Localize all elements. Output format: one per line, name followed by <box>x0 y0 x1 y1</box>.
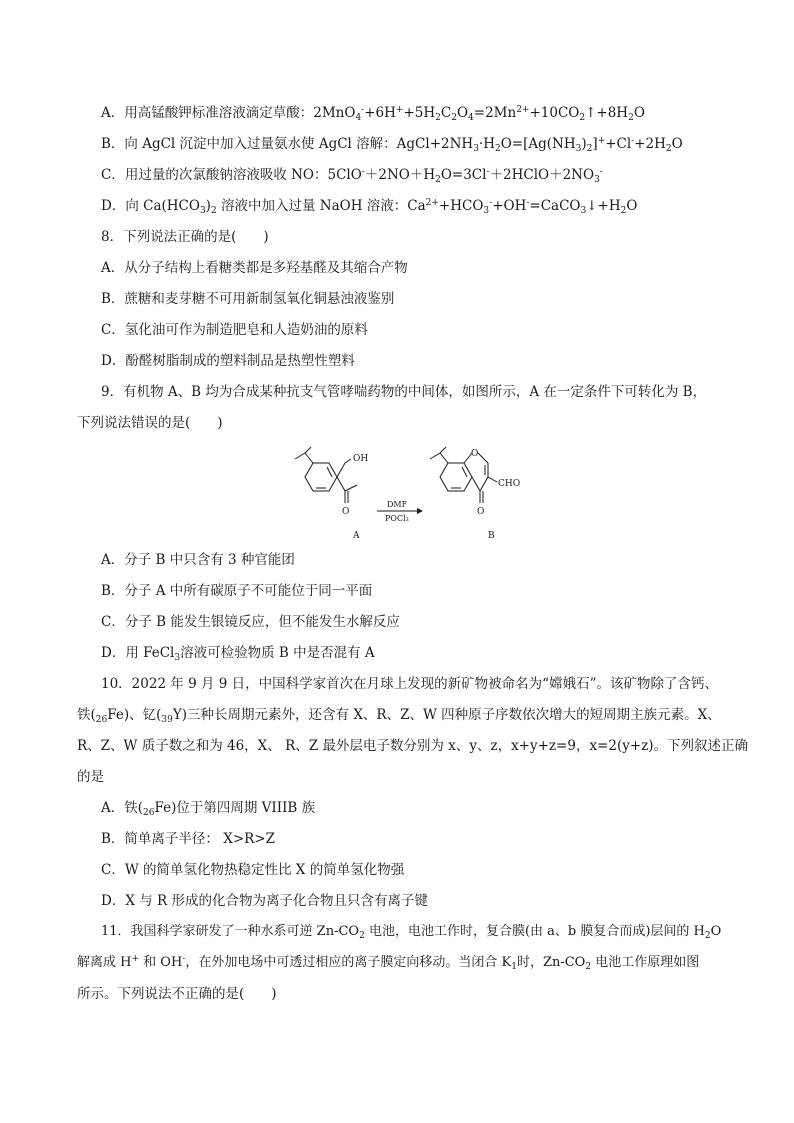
q10-stem-line2: 铁$(_{26}Fe)$、钇$(_{39}Y)$三种长周期元素外，还含有 X、R、Z、W 四种原子序数依次增大的短周期主族元素。X、 <box>77 707 721 725</box>
q11-stem-line2: 解离成 H+ 和 OH-，在外加电场中可透过相应的离子膜定向移动。当闭合 $K_1$时，$Zn-CO_2$ 电池工作原理如图 <box>77 954 700 972</box>
reagent-dmf: DMF <box>387 500 408 509</box>
q8-option-d: D．酚醛树脂制成的塑料制品是热塑性塑料 <box>101 353 355 369</box>
q10-option-a: A．铁$(_{26}Fe)$位于第四周期 VIIIB 族 <box>101 800 316 818</box>
a-carbonyl-o: O <box>342 507 350 517</box>
q9-option-c: C．分子 B 能发生银镜反应，但不能发生水解反应 <box>101 614 400 630</box>
q10-option-d: D．X 与 R 形成的化合物为离子化合物且只含有离子键 <box>101 893 428 909</box>
molecule-b <box>430 447 497 503</box>
b-carbonyl-o: O <box>477 507 485 517</box>
q10-option-b: B．简单离子半径： X>R>Z <box>101 831 275 847</box>
reagent-pocl3: POCl₃ <box>385 514 409 523</box>
oh-label: OH <box>353 454 369 464</box>
q9-stem-line2: 下列说法错误的是( ) <box>77 415 223 431</box>
q11-stem-line1: 11．我国科学家研发了一种水系可逆 $Zn-CO_2$ 电池，电池工作时，复合膜(由 a、b 膜复合而成)层间的 $H_2O$ <box>101 924 722 941</box>
q8-option-a: A．从分子结构上看糖类都是多羟基醛及其缩合产物 <box>101 260 408 276</box>
q8-option-b: B．蔗糖和麦芽糖不可用新制氢氧化铜悬浊液鉴别 <box>101 291 395 307</box>
q9-option-d: D．用 FeCl$_3$溶液可检验物质 B 中是否混有 A <box>101 645 375 663</box>
q10-stem-line1: 10．2022 年 9 月 9 日，中国科学家首次在月球上发现的新矿物被命名为“嫦娥石”。该矿物除了含钙、 <box>101 676 718 692</box>
cho-label: CHO <box>498 479 521 489</box>
q10-stem-line4: 的是 <box>77 769 104 785</box>
q8-option-c: C．氢化油可作为制造肥皂和人造奶油的原料 <box>101 322 368 338</box>
q7-option-b: B．向 AgCl 沉淀中加入过量氨水使 AgCl 溶解：$AgCl+2NH_3\cdot H_2O=[Ag(NH_3)_2]^++Cl^-+2H_2O$ <box>101 136 683 154</box>
label-b: B <box>488 531 495 541</box>
molecule-a <box>295 447 357 503</box>
q9-stem-line1: 9．有机物 A、B 均为合成某种抗支气管哮喘药物的中间体，如图所示，A 在一定条件下可转化为 B， <box>101 384 707 400</box>
q10-stem-line3: R、Z、W 质子数之和为 46，X、 R、Z 最外层电子数分别为 x、y、z，x+y+z=9，x=2(y+z)。下列叙述正确 <box>77 738 749 754</box>
label-a: A <box>353 531 360 541</box>
q11-stem-line3: 所示。下列说法不正确的是( ) <box>77 986 277 1002</box>
q9-option-b: B．分子 A 中所有碳原子不可能位于同一平面 <box>101 583 373 599</box>
q7-option-c: C．用过量的次氯酸钠溶液吸收 NO：$5ClO^-+2NO+H_2O=3Cl^-+2HClO+2NO_3^-$ <box>101 167 603 185</box>
q10-option-c: C．W 的简单氢化物热稳定性比 X 的简单氢化物强 <box>101 862 405 878</box>
q9-option-a: A．分子 B 中只含有 3 种官能团 <box>101 552 295 568</box>
q7-option-a: A．用高锰酸钾标准溶液滴定草酸：$2MnO_4^-+6H^++5H_2C_2O_4=2Mn^{2+}+10CO_2↑+8H_2O$ <box>101 105 645 123</box>
reaction-figure <box>285 445 545 545</box>
q7-option-d: D．向 $Ca(HCO_3)_2$ 溶液中加入过量 NaOH 溶液：$Ca^{2+}+HCO_3^-+OH^-=CaCO_3↓+H_2O$ <box>101 198 638 216</box>
ring-oxygen: O <box>471 449 479 459</box>
arrow-head-icon <box>417 508 423 514</box>
q8-stem: 8．下列说法正确的是( ) <box>101 229 269 245</box>
